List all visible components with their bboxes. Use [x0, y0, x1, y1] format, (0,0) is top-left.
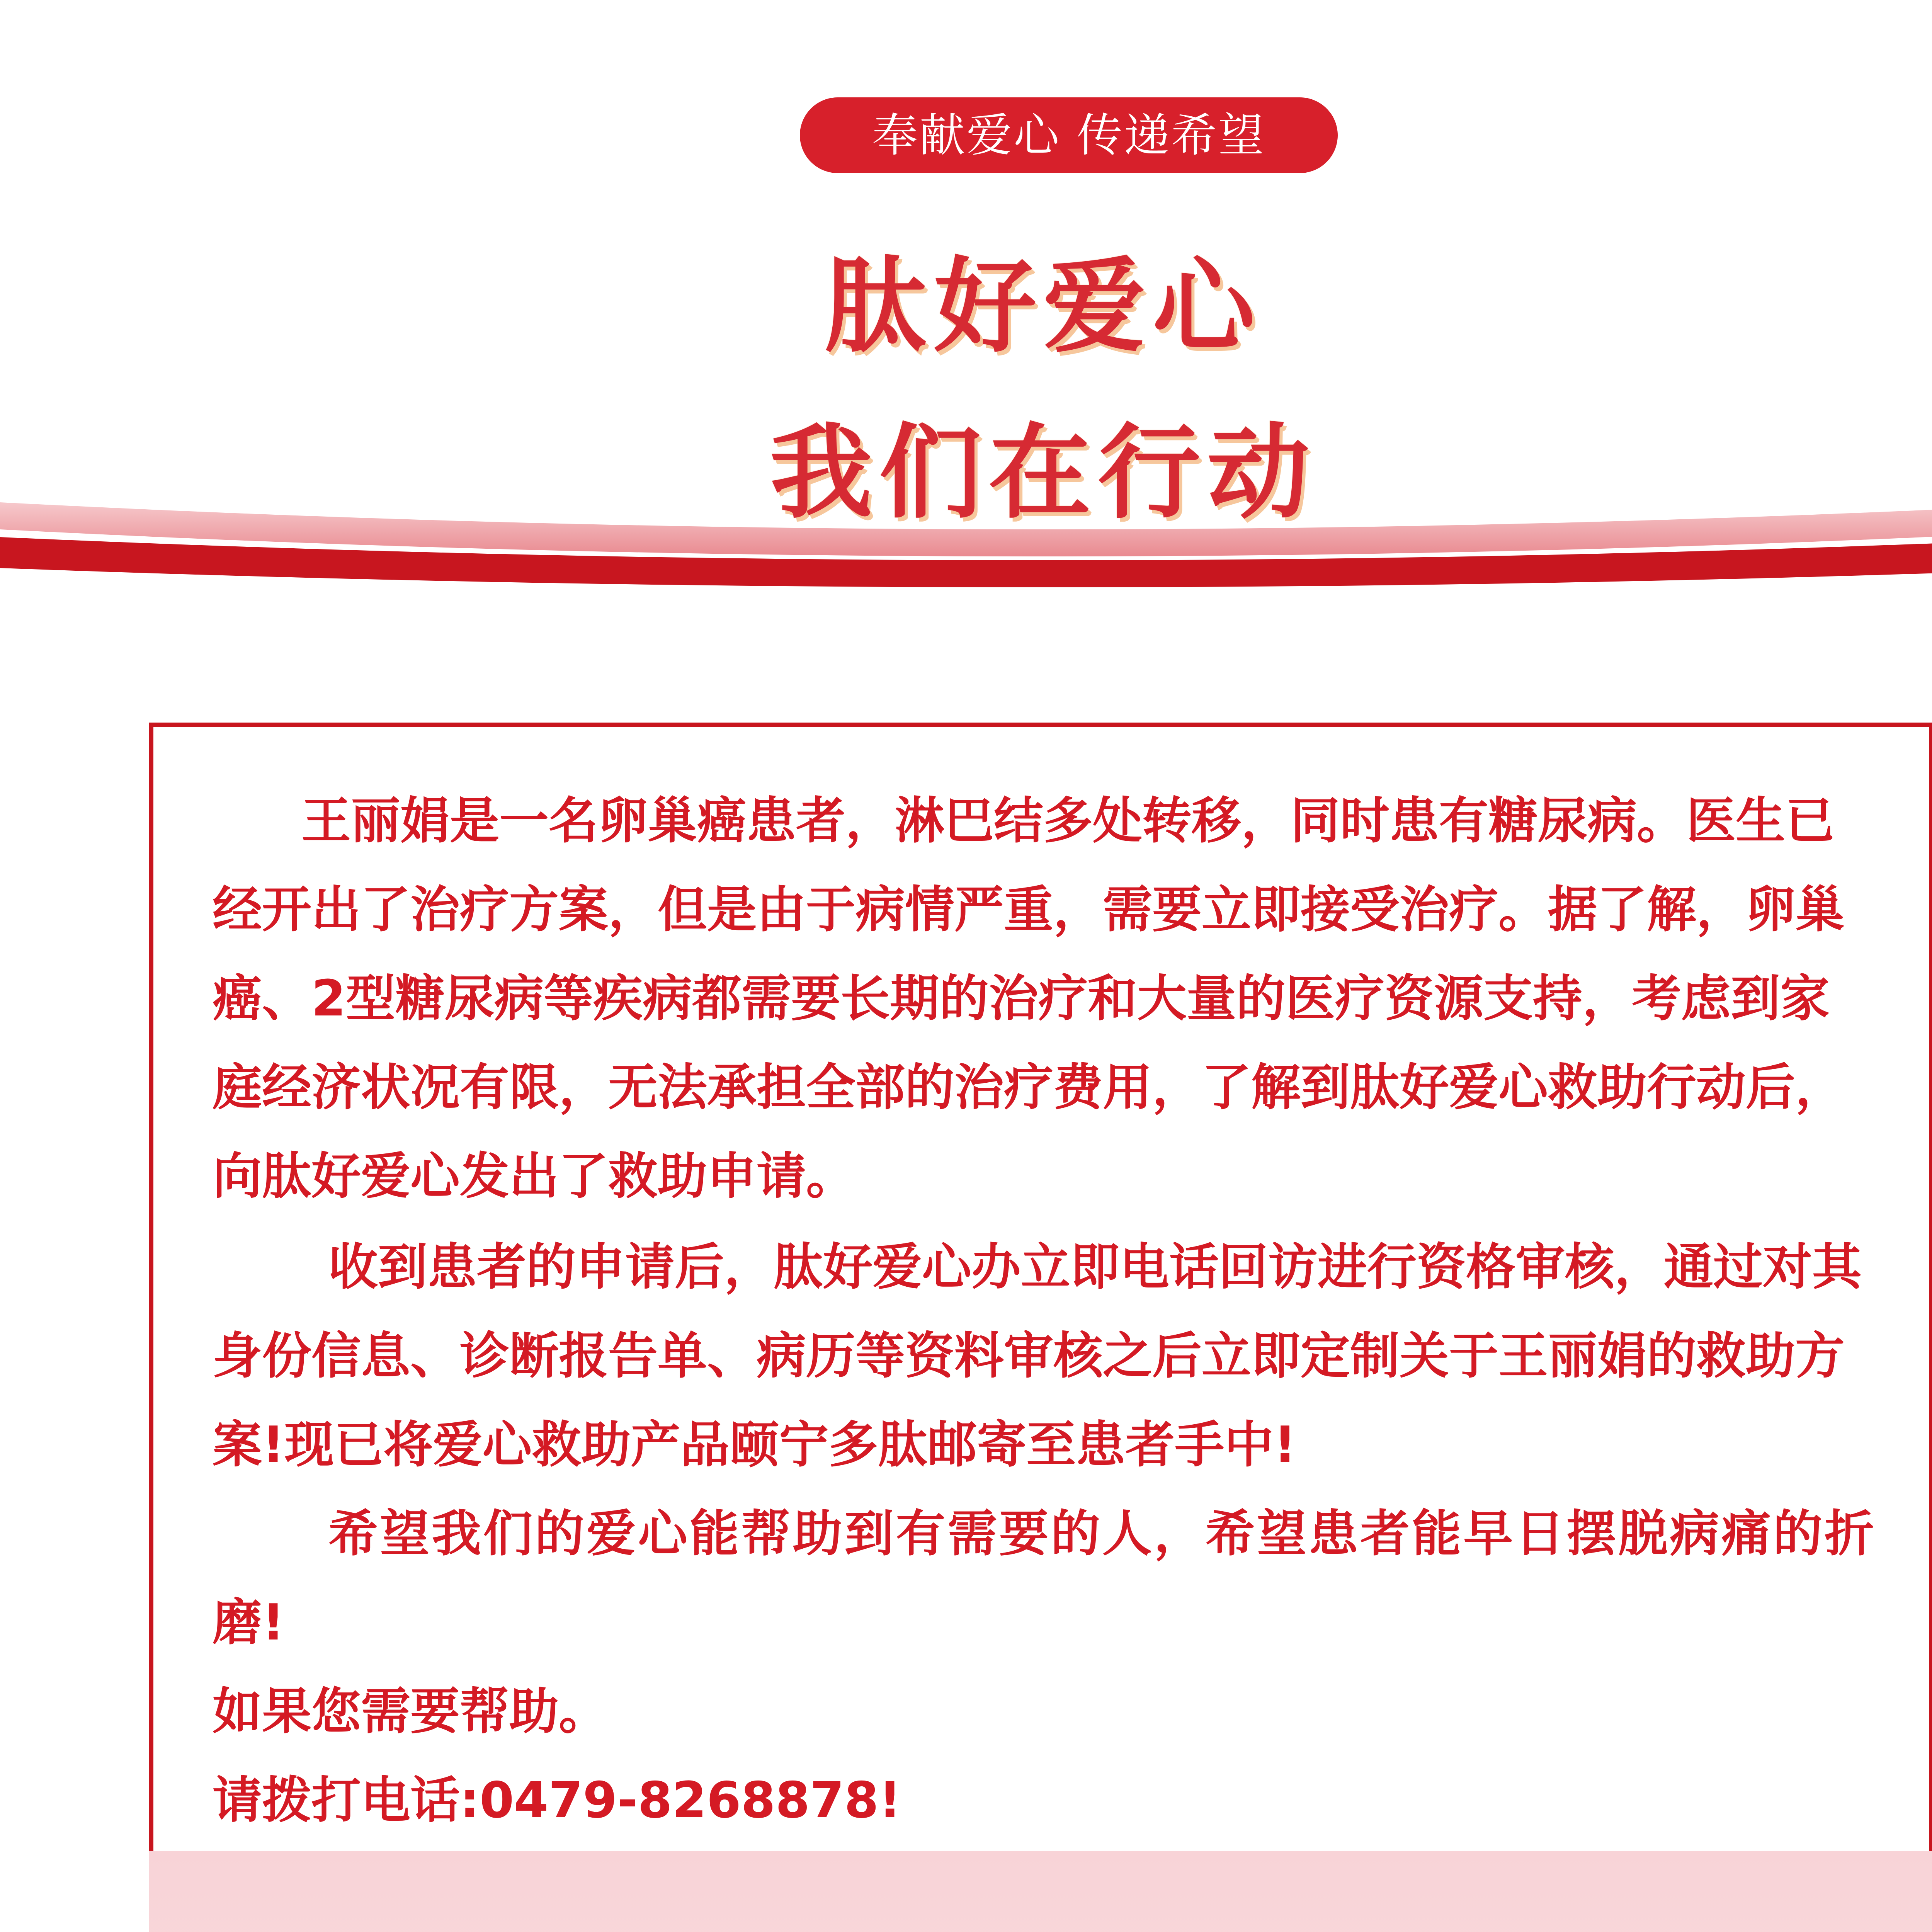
story-paragraph-3	[213, 1490, 1874, 1845]
panel-illustration	[149, 1851, 1932, 1932]
story-paragraph-2	[213, 1223, 1874, 1490]
story-line: 癌、2型糖尿病等疾病都需要长期的治疗和大量的医疗资源支持，考虑到家	[213, 970, 1830, 1027]
story-line: 庭经济状况有限，无法承担全部的治疗费用，了解到肽好爱心救助行动后，	[213, 1059, 1845, 1116]
story-line: 向肽好爱心发出了救助申请。	[213, 1148, 856, 1205]
story-line: 身份信息、诊断报告单、病历等资料审核之后立即定制关于王丽娟的救助方	[213, 1327, 1845, 1385]
story-line: 希望我们的爱心能帮助到有需要的人，希望患者能早日摆脱病痛的折磨!	[213, 1505, 1874, 1651]
story-line: 收到患者的申请后，肽好爱心办立即电话回访进行资格审核，通过对其	[328, 1238, 1862, 1296]
story-line: 经开出了治疗方案，但是由于病情严重，需要立即接受治疗。据了解，卵巢	[213, 881, 1845, 939]
page-title-line1: 肽好爱心	[825, 247, 1262, 366]
header-wave-decoration	[0, 479, 1932, 603]
contact-phone-line: 请拨打电话:0479-8268878!	[213, 1772, 901, 1829]
story-line: 如果您需要帮助。	[213, 1683, 609, 1740]
slogan-banner: 奉献爱心 传递希望	[800, 97, 1338, 173]
story-line: 案!现已将爱心救助产品颐宁多肽邮寄至患者手中!	[213, 1416, 1296, 1474]
story-paragraph-1	[213, 777, 1874, 1221]
story-line: 王丽娟是一名卵巢癌患者，淋巴结多处转移，同时患有糖尿病。医生已	[301, 792, 1835, 850]
charity-info-panel	[149, 1851, 1932, 1932]
page-title-line2: 我们在行动	[770, 413, 1317, 532]
brand-logo-cn	[298, 1924, 761, 1932]
